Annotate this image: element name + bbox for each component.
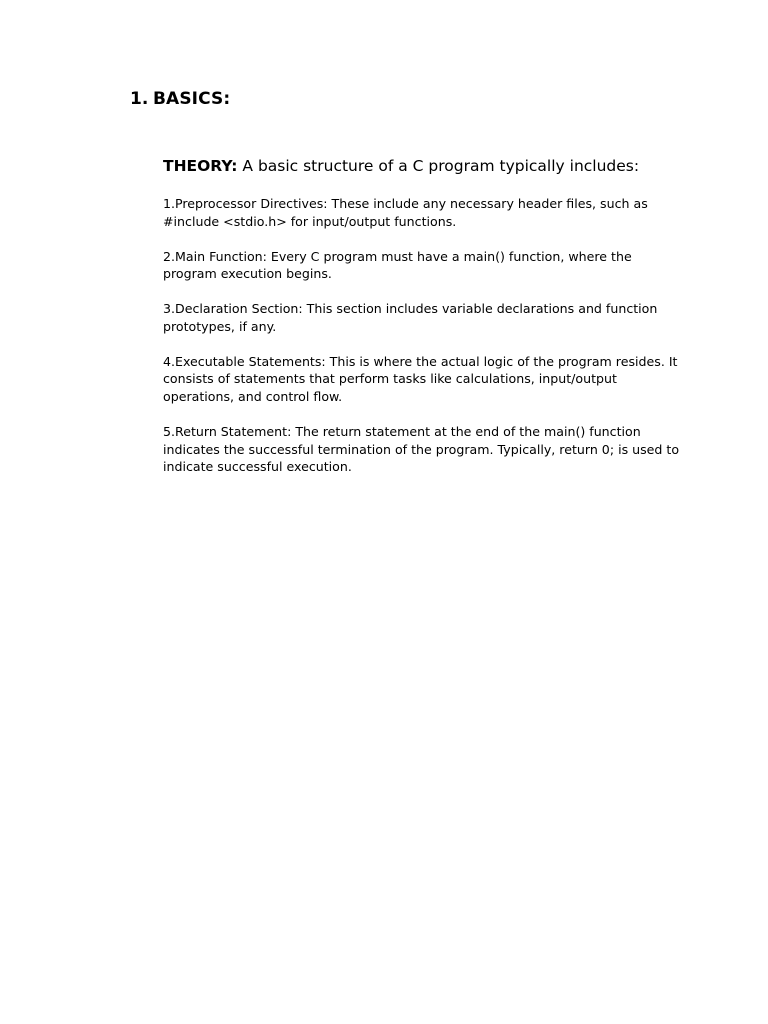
list-item-main-function: 2.Main Function: Every C program must have a main() function, where the program execution begins. — [163, 248, 632, 282]
list-item-return: 5.Return Statement: The return statement at the end of the main() function indicates the successful termination of the program. Typically, return 0; is used to indicate successful execution. — [163, 423, 680, 475]
theory-line — [163, 157, 639, 175]
section-title: BASICS: — [153, 89, 231, 109]
section-heading — [130, 89, 230, 109]
section-number: 1. — [130, 89, 149, 109]
list-item-declaration: 3.Declaration Section: This section includes variable declarations and function prototypes, if any. — [163, 301, 658, 334]
theory-label: THEORY: — [163, 157, 238, 175]
structure-list — [163, 195, 683, 493]
theory-text: A basic structure of a C program typically includes: — [237, 157, 640, 175]
list-item-preprocessor: 1.Preprocessor Directives: These include any necessary header files, such as #include <stdio.h> for input/output functions. — [163, 196, 648, 229]
list-item-executable: 4.Executable Statements: This is where the actual logic of the program resides. It consists of statements that perform tasks like calculations, input/output operations, and control flow. — [163, 353, 678, 404]
